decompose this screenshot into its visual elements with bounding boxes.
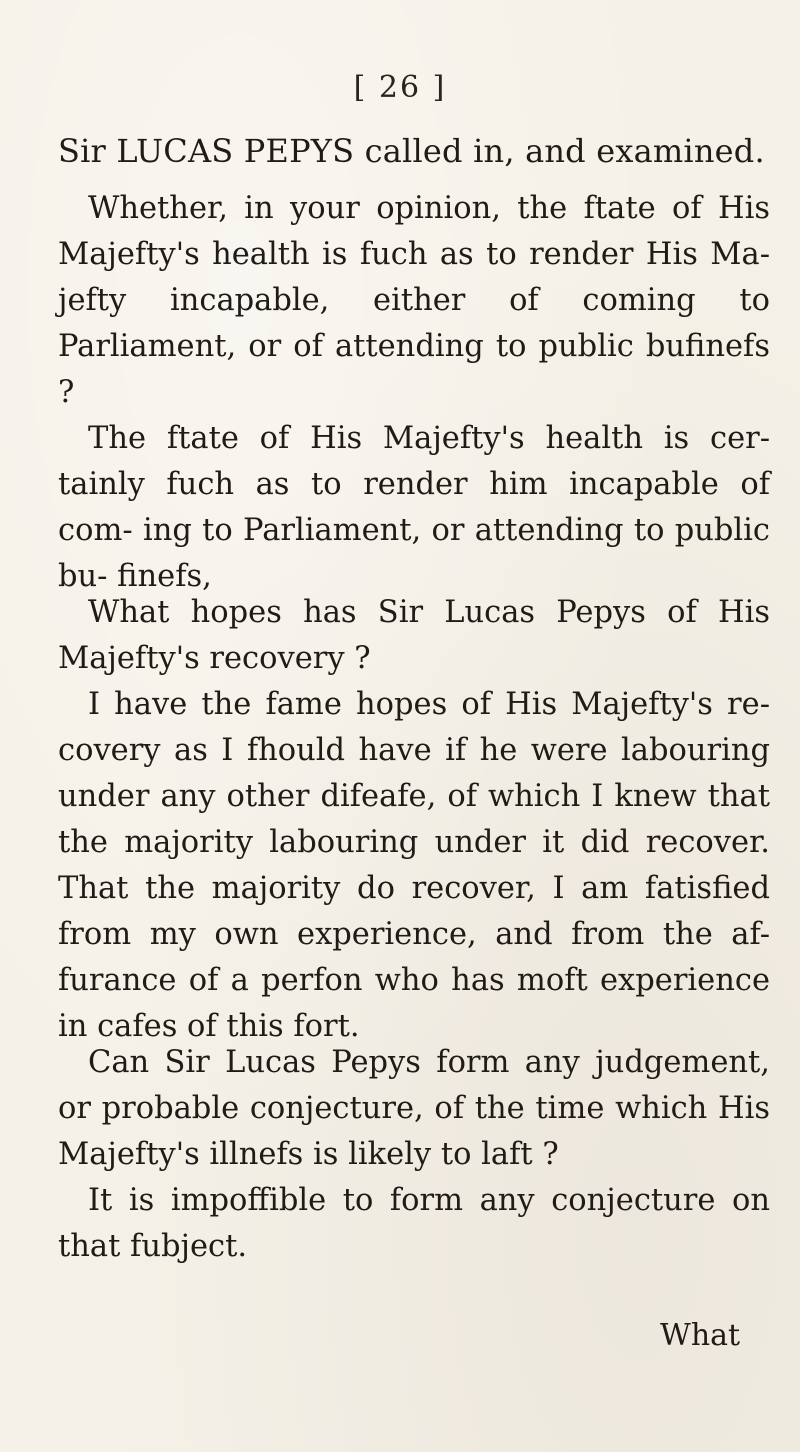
- answer-1: The ftate of His Majefty's health is cer- tainly fuch as to render him incapable of com- ing to Parliament, or attending to public bu- finefs,: [58, 421, 770, 594]
- testimony-section-2: [58, 590, 770, 1050]
- page-header: Sir LUCAS PEPYS called in, and examined.: [58, 132, 765, 170]
- question-3: Can Sir Lucas Pepys form any judgement, or probable conjecture, of the time which His Majefty's illnefs is likely to laft ?: [58, 1045, 770, 1172]
- question-2: What hopes has Sir Lucas Pepys of His Majefty's recovery ?: [58, 595, 770, 676]
- answer-3: It is impoffible to form any conjecture on that fubject.: [58, 1183, 770, 1264]
- testimony-section-3: [58, 1040, 770, 1270]
- answer-2: I have the fame hopes of His Majefty's re- covery as I fhould have if he were labouring under any other difeafe, of which I knew that the majority labouring under it did recover. That the majority do recover, I am fatisfied from my own experience, and from the af- furance of a perfon who has moft experience in cafes of this fort.: [58, 687, 770, 1044]
- page-number: [ 26 ]: [353, 70, 447, 105]
- catchword: What: [660, 1318, 741, 1353]
- question-1: Whether, in your opinion, the ftate of His Majefty's health is fuch as to render His Ma- jefty incapable, either of coming to Parliament, or of attending to public bufinefs ?: [58, 191, 770, 410]
- testimony-section-1: [58, 186, 770, 600]
